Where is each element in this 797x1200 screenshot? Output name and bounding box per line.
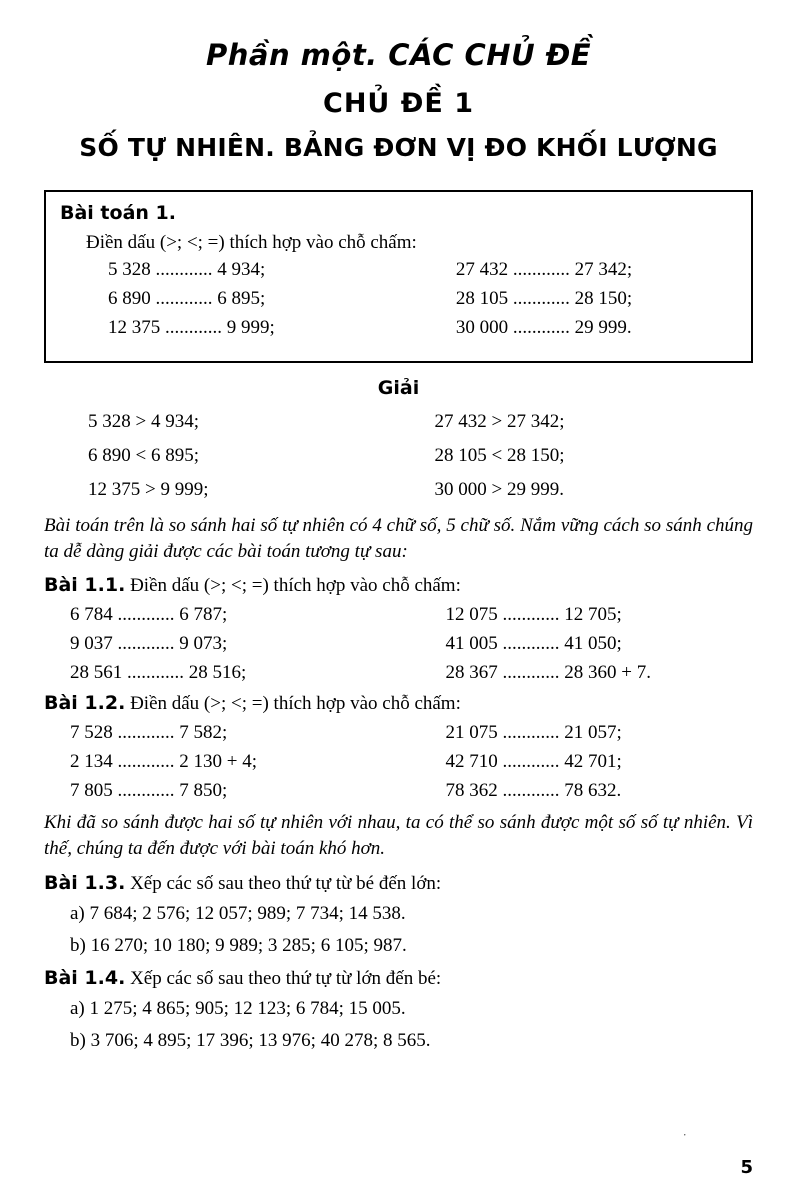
problem-box (44, 190, 753, 363)
exercise-line: b) 3 706; 4 895; 17 396; 13 976; 40 278; 8 565. (70, 1029, 431, 1051)
solution-cell-left: 6 890 < 6 895; (88, 445, 199, 466)
exercise-rows-1-1 (70, 605, 753, 682)
exercise-head-1-3 (44, 872, 753, 895)
exercise-prompt: Xếp các số sau theo thứ tự từ lớn đến bé: (130, 967, 442, 989)
exercise-row (70, 663, 753, 682)
exercise-row (70, 723, 753, 742)
solution-cell-right: 27 432 > 27 342; (434, 411, 565, 432)
exercise-cell-left: 7 805 ............ 7 850; (70, 780, 228, 802)
solution-cell-right: 28 105 < 28 150; (434, 445, 565, 466)
solution-cell-left: 12 375 > 9 999; (88, 479, 209, 500)
topic-title: SỐ TỰ NHIÊN. BẢNG ĐƠN VỊ ĐO KHỐI LƯỢNG (79, 133, 718, 162)
exercise-label: Bài 1.4. (44, 966, 126, 989)
solution-rows (88, 411, 753, 501)
solution-cell-right: 30 000 > 29 999. (434, 479, 564, 500)
exercise-cell-right: 42 710 ............ 42 701; (445, 751, 622, 773)
exercise-head-1-4 (44, 967, 753, 990)
problem-row (86, 289, 737, 308)
exercise-label: Bài 1.1. (44, 574, 126, 597)
exercise-cell-right: 78 362 ............ 78 632. (445, 780, 622, 802)
exercise-label: Bài 1.2. (44, 692, 126, 715)
solution-note: Bài toán trên là so sánh hai số tự nhiên có 4 chữ số, 5 chữ số. Nắm vững cách so sánh chúng ta dễ dàng giải được các bài toán tương tự sau: (44, 515, 753, 562)
part-title: Phần một. CÁC CHỦ ĐỀ (205, 38, 592, 72)
problem-cell-left: 12 375 ............ 9 999; (108, 317, 275, 338)
solution-row (88, 445, 753, 467)
exercise-cell-left: 7 528 ............ 7 582; (70, 722, 228, 744)
exercise-label: Bài 1.3. (44, 871, 126, 894)
problem-cell-right: 27 432 ............ 27 342; (455, 259, 633, 280)
exercise-cell-right: 28 367 ............ 28 360 + 7. (445, 662, 651, 684)
problem-prompt: Điền dấu (>; <; =) thích hợp vào chỗ chấm: (86, 232, 417, 253)
solution-heading: Giải (377, 377, 420, 399)
exercise-head-1-2 (44, 692, 753, 715)
exercise-line: a) 7 684; 2 576; 12 057; 989; 7 734; 14 538. (70, 902, 406, 924)
problem-cell-right: 30 000 ............ 29 999. (455, 317, 632, 338)
print-mark: ˙ (682, 1132, 687, 1147)
problem-cell-right: 28 105 ............ 28 150; (455, 288, 633, 309)
exercise-row (70, 605, 753, 624)
exercise-cell-right: 21 075 ............ 21 057; (445, 722, 622, 744)
problem-cell-left: 6 890 ............ 6 895; (108, 288, 266, 309)
exercise-line: b) 16 270; 10 180; 9 989; 3 285; 6 105; 987. (70, 934, 407, 956)
problem-title: Bài toán 1. (60, 202, 176, 224)
problem-cell-left: 5 328 ............ 4 934; (108, 259, 266, 280)
solution-row (88, 479, 753, 501)
topic-number: CHỦ ĐỀ 1 (323, 88, 474, 119)
exercise-row (70, 634, 753, 653)
exercise-cell-right: 41 005 ............ 41 050; (445, 633, 622, 655)
exercise-cell-left: 28 561 ............ 28 516; (70, 662, 247, 684)
exercise-cell-left: 9 037 ............ 9 073; (70, 633, 228, 655)
exercise-cell-left: 6 784 ............ 6 787; (70, 604, 228, 626)
transition-note: Khi đã so sánh được hai số tự nhiên với nhau, ta có thể so sánh được một số số tự nhiên. Vì thế, chúng ta đến được với bài toán khó hơn. (44, 812, 753, 859)
exercise-row (70, 752, 753, 771)
solution-row (88, 411, 753, 433)
exercise-cell-right: 12 075 ............ 12 705; (445, 604, 622, 626)
exercise-prompt: Xếp các số sau theo thứ tự từ bé đến lớn: (130, 872, 442, 894)
problem-rows (86, 260, 737, 337)
solution-cell-left: 5 328 > 4 934; (88, 411, 199, 432)
exercise-prompt: Điền dấu (>; <; =) thích hợp vào chỗ chấm: (130, 693, 461, 715)
exercise-head-1-1 (44, 574, 753, 597)
exercise-line: a) 1 275; 4 865; 905; 12 123; 6 784; 15 005. (70, 997, 406, 1019)
exercise-prompt: Điền dấu (>; <; =) thích hợp vào chỗ chấm: (130, 575, 461, 597)
problem-row (86, 318, 737, 337)
exercise-cell-left: 2 134 ............ 2 130 + 4; (70, 751, 257, 773)
page-number: 5 (740, 1157, 753, 1178)
problem-row (86, 260, 737, 279)
exercise-rows-1-2 (70, 723, 753, 800)
exercise-row (70, 781, 753, 800)
